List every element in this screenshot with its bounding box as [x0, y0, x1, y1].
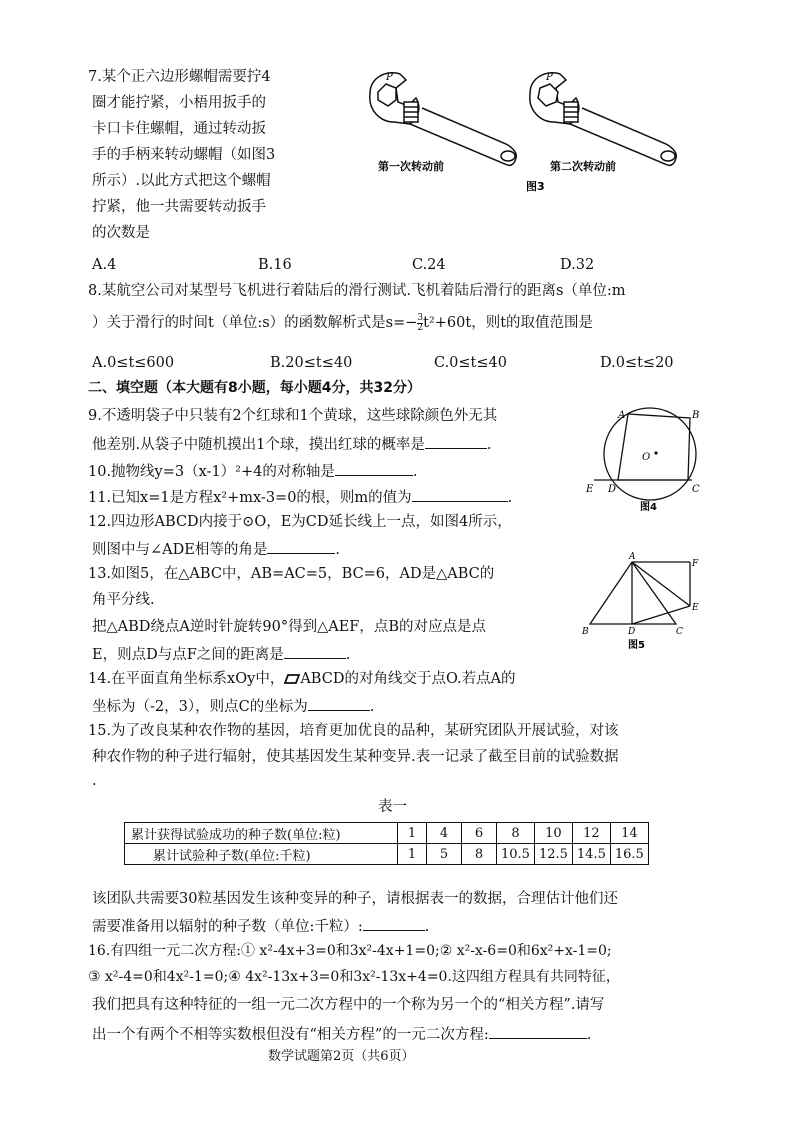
table-cell: 14.5 [572, 844, 610, 865]
q12-line-1: 12.四边形ABCD内接于⊙O，E为CD延长线上一点，如图4所示， [88, 514, 512, 530]
q11-period: . [507, 490, 513, 506]
table-cell: 4 [427, 823, 462, 844]
q11-line [88, 485, 512, 509]
q16-answer-blank[interactable] [489, 1022, 587, 1039]
q7-option-d: D.32 [560, 257, 595, 273]
table-cell: 8 [462, 844, 497, 865]
table-cell: 12.5 [534, 844, 572, 865]
q8-option-c: C.0≤t≤40 [434, 355, 507, 371]
table-cell: 12 [572, 823, 610, 844]
fig4-label-a: A [618, 410, 626, 421]
q12-line-2 [92, 537, 340, 561]
q14-line-2-text: 坐标为（-2，3），则点C的坐标为 [92, 699, 308, 715]
q8-line-2-b: t²+60t，则t的取值范围是 [423, 315, 594, 331]
q7-line-7: 的次数是 [92, 225, 150, 241]
q13-line-1: 13.如图5，在△ABC中，AB=AC=5，BC=6，AD是△ABC的 [88, 566, 495, 582]
q8-option-a: A.0≤t≤600 [92, 355, 175, 371]
fig4-label-o: O [642, 452, 651, 463]
table-cell: 16.5 [610, 844, 648, 865]
fig4-label-e: E [586, 484, 594, 495]
fig5-label-f: F [692, 559, 699, 569]
q16-line-4 [92, 1022, 591, 1046]
q14-answer-blank[interactable] [308, 694, 370, 711]
table-row [125, 844, 649, 865]
q14-line-1-a: 14.在平面直角坐标系xOy中， [88, 671, 285, 687]
q7-line-6: 拧紧，他一共需要转动扳手 [92, 199, 266, 215]
q7-option-c: C.24 [412, 257, 446, 273]
table-cell: 1 [398, 823, 427, 844]
q9-line-2-text: 他差别.从袋子中随机摸出1个球，摸出红球的概率是 [92, 437, 425, 453]
q7-line-5: 所示）.以此方式把这个螺帽 [92, 173, 271, 189]
parallelogram-icon [284, 674, 300, 684]
q12-line-2-text: 则图中与∠ADE相等的角是 [92, 542, 268, 558]
quad-abcd [618, 414, 690, 480]
q11-text: 11.已知x=1是方程x²+mx-3=0的根，则m的值为 [88, 490, 412, 506]
table-cell: 10 [534, 823, 572, 844]
q10-answer-blank[interactable] [335, 459, 413, 476]
q7-line-3: 卡口卡住螺帽，通过转动扳 [92, 121, 266, 137]
fig4-label-b: B [692, 410, 700, 421]
q10-line [88, 459, 417, 483]
q8-option-d: D.0≤t≤20 [600, 355, 674, 371]
q9-line-1: 9.不透明袋子中只装有2个红球和1个黄球，这些球除颜色外无其 [88, 408, 498, 424]
q14-period: . [369, 699, 375, 715]
table-cell: 14 [610, 823, 648, 844]
q16-line-3: 我们把具有这种特征的一组一元二次方程中的一个称为另一个的“相关方程”.请写 [92, 997, 605, 1013]
q7-option-a: A.4 [92, 257, 117, 273]
q16-line-2: ③ x²-4=0和4x²-1=0;④ 4x²-13x+3=0和3x²-13x+4=0.这四组方程具有共同特征， [88, 969, 620, 985]
q15-line-2: 种农作物的种子进行辐射，使其基因发生某种变异.表一记录了截至目前的试验数据 [92, 749, 619, 765]
table-cell: 8 [497, 823, 535, 844]
q12-period: . [335, 542, 340, 558]
q7-option-b: B.16 [258, 257, 292, 273]
fig5-label-d: D [628, 627, 636, 637]
fig5-label-c: C [676, 627, 683, 637]
figure-4-circle [584, 404, 714, 516]
q15-line-4: 该团队共需要30粒基因发生该种变异的种子，请根据表一的数据，合理估计他们还 [92, 891, 618, 907]
fig4-label-c: C [692, 484, 700, 495]
q9-period: . [486, 437, 492, 453]
q12-answer-blank[interactable] [267, 537, 335, 554]
q8-line-2 [92, 312, 593, 334]
table-cell: 10.5 [497, 844, 535, 865]
q15-line-1: 15.为了改良某种农作物的基因，培育更加优良的品种，某研究团队开展试验，对该 [88, 723, 619, 739]
fig5-title: 图5 [628, 640, 645, 651]
fig4-title: 图4 [640, 502, 657, 513]
q8-line-2-a: ）关于滑行的时间t（单位:s）的函数解析式是s=− [92, 315, 418, 331]
fig3-caption-2: 第二次转动前 [550, 160, 616, 173]
q11-answer-blank[interactable] [412, 485, 508, 502]
fig4-label-d: D [608, 484, 617, 495]
q10-text: 10.抛物线y=3（x-1）²+4的对称轴是 [88, 464, 335, 480]
page-footer: 数学试题第2页（共6页） [268, 1049, 415, 1064]
q7-line-4: 手的手柄来转动螺帽（如图3 [92, 147, 276, 163]
q16-line-1: 16.有四组一元二次方程:① x²-4x+3=0和3x²-4x+1=0;② x²-x-6=0和6x²+x-1=0; [88, 943, 612, 959]
fig3-caption-1: 第一次转动前 [378, 160, 444, 173]
fig3-label-p2: P [546, 72, 553, 83]
q13-line-4-text: E，则点D与点F之间的距离是 [92, 647, 284, 663]
q13-line-3: 把△ABD绕点A逆时针旋转90°得到△AEF，点B的对应点是点 [92, 619, 486, 635]
q15-answer-blank[interactable] [363, 914, 425, 931]
figure-5-triangle [580, 552, 710, 656]
fig3-title: 图3 [526, 180, 545, 193]
q15-line-5 [92, 914, 429, 938]
fig5-label-e: E [692, 603, 699, 613]
q9-answer-blank[interactable] [425, 432, 487, 449]
table-row-1-header: 累计获得试验成功的种子数(单位:粒) [125, 823, 398, 844]
table-row [125, 823, 649, 844]
table-1-title: 表一 [378, 799, 407, 815]
q8-frac-den: 2 [417, 322, 424, 333]
table-cell: 5 [427, 844, 462, 865]
figure-3-wrenches [360, 66, 690, 196]
table-cell: 6 [462, 823, 497, 844]
q13-line-4 [92, 642, 350, 666]
q13-answer-blank[interactable] [284, 642, 346, 659]
q14-line-2 [92, 694, 374, 718]
q15-line-5-text: 需要准备用以辐射的种子数（单位:千粒）: [92, 919, 363, 935]
q14-line-1 [88, 668, 516, 690]
q8-frac-num: 3 [417, 312, 424, 323]
section-2-heading: 二、填空题（本大题有8小题，每小题4分，共32分） [88, 380, 421, 396]
q13-period: . [345, 647, 351, 663]
fig5-label-b: B [582, 627, 589, 637]
q7-line-2: 圈才能拧紧，小梧用扳手的 [92, 95, 266, 111]
q16-line-4-text: 出一个有两个不相等实数根但没有“相关方程”的一元二次方程: [92, 1027, 489, 1043]
q13-line-2: 角平分线. [92, 592, 155, 608]
wrench-1 [370, 73, 517, 166]
q9-line-2 [92, 432, 491, 456]
table-row-2-header: 累计试验种子数(单位:千粒) [125, 844, 398, 865]
q14-line-1-b: ABCD的对角线交于点O.若点A的 [300, 671, 516, 687]
fig5-label-a: A [629, 552, 636, 562]
q15-line-3: . [92, 773, 97, 789]
q15-period: . [424, 919, 430, 935]
q10-period: . [412, 464, 418, 480]
table-1 [124, 822, 649, 865]
table-cell: 1 [398, 844, 427, 865]
q16-period: . [586, 1027, 592, 1043]
q8-line-1: 8.某航空公司对某型号飞机进行着陆后的滑行测试.飞机着陆后滑行的距离s（单位:m [88, 283, 626, 299]
q7-line-1: 7.某个正六边形螺帽需要拧4 [88, 69, 271, 85]
q8-option-b: B.20≤t≤40 [270, 355, 353, 371]
fig3-label-p1: P [386, 72, 393, 83]
wrench-2 [530, 73, 677, 166]
